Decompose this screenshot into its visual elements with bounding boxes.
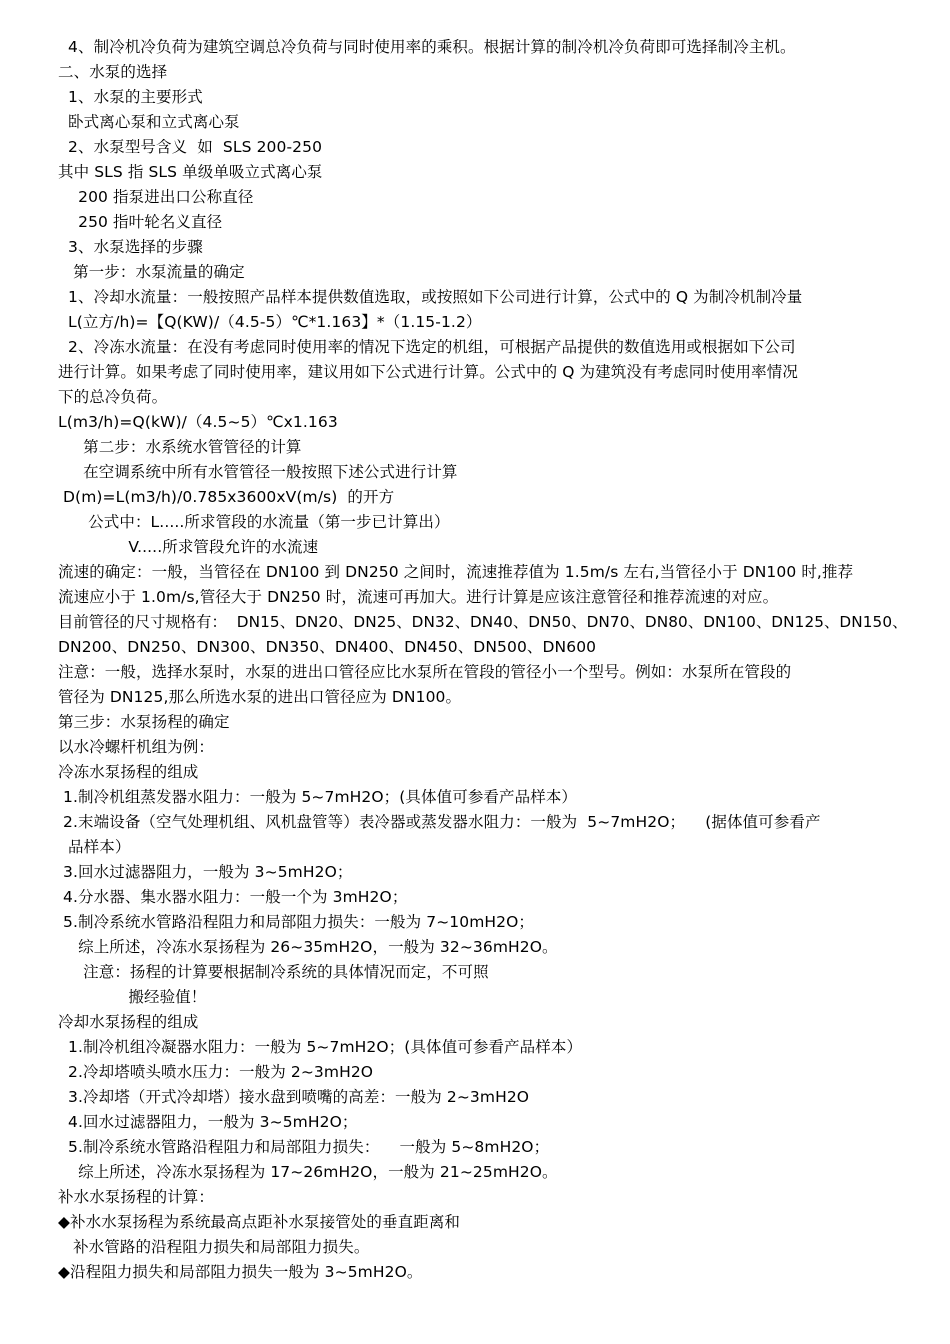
text-line: ◆沿程阻力损失和局部阻力损失一般为 3~5mH2O。 (58, 1263, 423, 1281)
text-line: 卧式离心泵和立式离心泵 (58, 113, 240, 131)
text-line: 综上所述，冷冻水泵扬程为 26~35mH2O，一般为 32~36mH2O。 (58, 938, 558, 956)
text-line: 1.制冷机组冷凝器水阻力：一般为 5~7mH2O；(具体值可参看产品样本） (58, 1038, 583, 1056)
text-line: 5.制冷系统水管路沿程阻力和局部阻力损失： 一般为 5~8mH2O； (58, 1138, 550, 1156)
text-line: 管径为 DN125,那么所选水泵的进出口管径应为 DN100。 (58, 688, 462, 706)
text-line: 在空调系统中所有水管管径一般按照下述公式进行计算 (58, 463, 458, 481)
text-line: 品样本） (58, 838, 131, 856)
text-line: 4、制冷机冷负荷为建筑空调总冷负荷与同时使用率的乘积。根据计算的制冷机冷负荷即可选择制冷主机。 (58, 38, 796, 56)
text-line: 2.末端设备（空气处理机组、风机盘管等）表冷器或蒸发器水阻力：一般为 5~7mH2O； (据体值可参看产 (58, 813, 821, 831)
text-line: 2.冷却塔喷头喷水压力：一般为 2~3mH2O (58, 1063, 374, 1081)
text-line: 2、水泵型号含义 如 SLS 200-250 (58, 138, 323, 156)
text-line: 第一步：水泵流量的确定 (58, 263, 245, 281)
text-line: L(立方/h)=【Q(KW)/（4.5-5）℃*1.163】*（1.15-1.2） (58, 313, 482, 331)
text-line: ◆补水水泵扬程为系统最高点距补水泵接管处的垂直距离和 (58, 1213, 461, 1231)
text-line: 第二步：水系统水管管径的计算 (58, 438, 302, 456)
text-line: 其中 SLS 指 SLS 单级单吸立式离心泵 (58, 163, 323, 181)
text-line: 公式中：L.....所求管段的水流量（第一步已计算出） (58, 513, 450, 531)
text-line: DN200、DN250、DN300、DN350、DN400、DN450、DN500、DN600 (58, 638, 597, 656)
text-line: 3.冷却塔（开式冷却塔）接水盘到喷嘴的高差：一般为 2~3mH2O (58, 1088, 530, 1106)
text-line: 3、水泵选择的步骤 (58, 238, 203, 256)
text-line: 1.制冷机组蒸发器水阻力：一般为 5~7mH2O；(具体值可参看产品样本） (58, 788, 578, 806)
text-line: 目前管径的尺寸规格有： DN15、DN20、DN25、DN32、DN40、DN50、DN70、DN80、DN100、DN125、DN150、 (58, 613, 908, 631)
text-line: 流速的确定：一般，当管径在 DN100 到 DN250 之间时，流速推荐值为 1.5m/s 左右,当管径小于 DN100 时,推荐 (58, 563, 854, 581)
text-line: 5.制冷系统水管路沿程阻力和局部阻力损失：一般为 7~10mH2O； (58, 913, 535, 931)
text-line: 2、冷冻水流量：在没有考虑同时使用率的情况下选定的机组，可根据产品提供的数值选用或根据如下公司 (58, 338, 796, 356)
text-line: 搬经验值！ (58, 988, 207, 1006)
text-line: D(m)=L(m3/h)/0.785x3600xV(m/s) 的开方 (58, 488, 395, 506)
text-line: L(m3/h)=Q(kW)/（4.5~5）℃x1.163 (58, 413, 338, 431)
text-line: 第三步：水泵扬程的确定 (58, 713, 230, 731)
text-line: 补水管路的沿程阻力损失和局部阻力损失。 (58, 1238, 370, 1256)
text-line: 综上所述，冷冻水泵扬程为 17~26mH2O，一般为 21~25mH2O。 (58, 1163, 558, 1181)
text-line: 下的总冷负荷。 (58, 388, 168, 406)
text-line: 冷冻水泵扬程的组成 (58, 763, 199, 781)
text-line: 4.回水过滤器阻力，一般为 3~5mH2O； (58, 1113, 358, 1131)
text-line: 以水冷螺杆机组为例： (58, 738, 215, 756)
text-line: 注意：一般，选择水泵时，水泵的进出口管径应比水泵所在管段的管径小一个型号。例如：水泵所在管段的 (58, 663, 792, 681)
text-line: 流速应小于 1.0m/s,管径大于 DN250 时，流速可再加大。进行计算是应该注意管径和推荐流速的对应。 (58, 588, 779, 606)
text-line: 补水水泵扬程的计算： (58, 1188, 215, 1206)
text-line: 1、水泵的主要形式 (58, 88, 203, 106)
text-line: 冷却水泵扬程的组成 (58, 1013, 199, 1031)
text-line: V.....所求管段允许的水流速 (58, 538, 319, 556)
text-line: 注意：扬程的计算要根据制冷系统的具体情况而定，不可照 (58, 963, 489, 981)
text-line: 二、水泵的选择 (58, 63, 168, 81)
text-line: 进行计算。如果考虑了同时使用率，建议用如下公式进行计算。公式中的 Q 为建筑没有考虑同时使用率情况 (58, 363, 798, 381)
text-line: 250 指叶轮名义直径 (58, 213, 223, 231)
text-line: 3.回水过滤器阻力，一般为 3~5mH2O； (58, 863, 353, 881)
text-line: 1、冷却水流量：一般按照产品样本提供数值选取，或按照如下公司进行计算，公式中的 Q 为制冷机制冷量 (58, 288, 803, 306)
text-line: 4.分水器、集水器水阻力：一般一个为 3mH2O； (58, 888, 408, 906)
text-line: 200 指泵进出口公称直径 (58, 188, 254, 206)
